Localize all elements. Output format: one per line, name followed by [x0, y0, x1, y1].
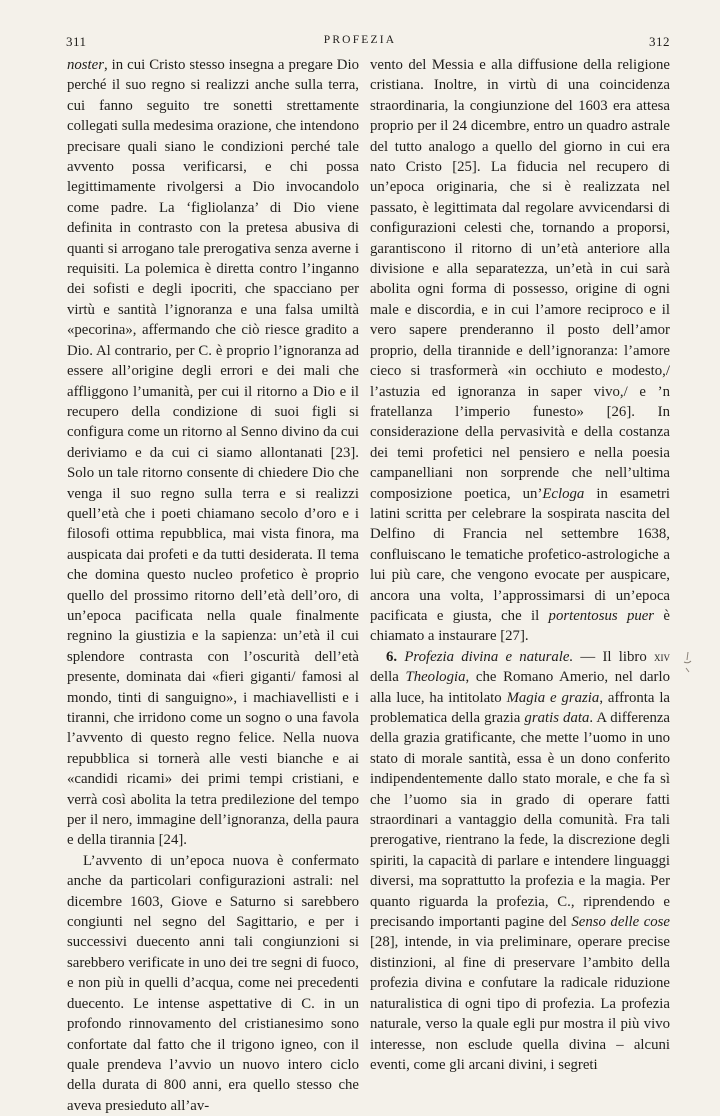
- paragraph-text: , in cui Cristo stesso insegna a pregare Dio perché il suo regno si realizzi anche sulla terra, cui fanno seguito tre sonetti strettamente collegati sulla medesima orazione, che intendono precisare quali siano le condizioni perché tale avvento possa verificarsi, e chi possa legittimamente rivolgersi a Dio invocandolo come padre. La ‘figliolanza’ di Dio viene definita in contrasto con la pretesa abusiva di quanti si arrogano tale prerogativa senza averne i requisiti. La polemica è diretta contro l’inganno dei sofisti e degli ipocriti, che spacciano per virtù e santità l’ignoranza e una falsa umiltà «pecorina», affermando che ciò riesce gradito a Dio. Al contrario, per C. è proprio l’ignoranza ad essere all’origine degli errori e dei mali che affliggono l’umanità, per cui il ritorno a Dio e il recupero della condizione di suoi figli si configura come un ritorno al Senno divino da cui deriviamo e da cui ci siamo allontanati [23]. Solo un tale ritorno consente di chiedere Dio che venga il suo regno sulla terra e si realizzi quell’età che i poeti chiamano secolo d’oro e i filosofi ottima repubblica, mai vista finora, ma auspicata dai profeti e da tutti desiderata. Il tema che domina questo nucleo profetico è proprio quello del prossimo ritorno dell’età dell’oro, di un’epoca pacificata nella quale finalmente regnino la giustizia e la sapienza: un’età il cui splendore contrasta con l’oscurità dell’età presente, dominata dai «fieri giganti/ famosi al mondo, tinti di sanguigno», i machiavellisti e i tiranni, che irridono come un sogno o una favola l’avvento di questo regno felice. Nella nuova repubblica si tornerà alle vesti bianche e ai «candidi ricami» dei primi tempi cristiani, e verrà così abolita la tetra predilezione del tempo per il nero, immagine dell’ignoranza, della paura e della tirannia [24].: [67, 57, 359, 849]
- paragraph-text: della: [370, 669, 406, 686]
- italic-term: noster: [67, 57, 104, 73]
- page-number-right: 312: [649, 34, 670, 49]
- italic-term: portentosus puer: [548, 607, 655, 624]
- paragraph-text: — Il libro: [573, 648, 654, 665]
- paragraph-text: [28], intende, in via preliminare, operare precise distinzioni, al fine di preservare l’ambito della profezia divina e confutare la radicale riduzione naturalistica di ogni tipo di profezia. La profezia naturale, verso la quale egli pur mostra il più vivo interesse, non esclude quella divina – alcuni eventi, come gli arcani divini, i segreti: [370, 934, 670, 1073]
- left-column: [67, 55, 359, 1116]
- italic-title: Senso delle cose: [571, 914, 670, 931]
- italic-term: gratis data: [524, 710, 590, 726]
- section-number: 6.: [386, 648, 398, 665]
- paragraph-text: vento del Messia e alla diffusione della religione cristiana. Inoltre, in virtù di una coincidenza straordinaria, la congiunzione del 1603 era attesa proprio per il 24 dicembre, entro un quadro astrale del tutto analogo a quello del giorno in cui era nato Cristo [25]. La fiducia nel recupero di un’epoca originaria, che si è realizzata nel passato, è legittimata dal regolare avvicendarsi di configurazioni celesti che, tornando a proporsi, garantiscono il ritorno di un’età anteriore alla divisione e alla separatezza, un’età in cui sarà abolita ogni forma di possesso, origine di ogni male e discordia, e in cui l’amore reciproco e il vero sapere prenderanno il posto dell’amor proprio, della tirannide e dell’ignoranza: l’amore cieco si trasformerà «in occhiuto e modesto,/ l’astuzia ed ignoranza in saper vivo,/ e ’n fratellanza l’imperio funesto» [26]. In considerazione della pervasività e della costanza dei temi profetici nel pensiero e nella poesia campanelliani non sorprende che nell’ultima composizione poetica, un’: [370, 57, 670, 502]
- section-heading: Profezia divina e naturale.: [404, 648, 574, 665]
- paragraph-text: , che Romano Amerio, nel darlo alla luce, ha intitolato: [370, 669, 670, 706]
- paragraph-text: . A differenza della grazia gratificante, che mette l’uomo in uno stato di morale santità, essa è un dono conferito indipendentemente dallo stato morale, e che fa sì che l’uomo sia in grado di operare fatti straordinari a vantaggio della comunità. Fra tali prerogative, rientrano la fede, la discrezione degli spiriti, la capacità di parlare e intendere linguaggi diversi, ma soprattutto la profezia e la magia. Per quanto riguarda la profezia, C., riprendendo e precisando importanti pagine del: [370, 710, 670, 931]
- running-title: PROFEZIA: [323, 34, 397, 46]
- paragraph-text: , affronta la problematica della grazia: [370, 689, 670, 726]
- paragraph: [370, 55, 670, 647]
- running-header: [0, 34, 720, 54]
- pencil-mark: [678, 650, 698, 676]
- italic-title: Theologia: [405, 669, 466, 686]
- right-column: [370, 55, 670, 1075]
- page-number-left: 311: [66, 34, 87, 49]
- roman-numeral: xiv: [654, 648, 670, 664]
- italic-title: Magia e grazia: [506, 689, 600, 706]
- paragraph-text: in esametri latini scritta per celebrare la sospirata nascita del Delfino di Francia nel settembre 1638, confluiscano le tematiche profetico-astrologiche a lui più care, che vengono evocate per auspicare, ancora una volta, l’approssimarsi di un’epoca pacificata e giusta, che il: [370, 485, 670, 624]
- italic-title: Ecloga: [542, 485, 585, 502]
- section-paragraph: [370, 647, 670, 1076]
- paragraph-text: è chiamato a instaurare [27].: [370, 607, 670, 645]
- paragraph: [67, 55, 359, 851]
- paragraph: L’avvento di un’epoca nuova è confermato anche da particolari configurazioni astrali: nel dicembre 1603, Giove e Saturno si sarebbero congiunti nel segno del Sagittario, e per i successivi duecento anni tali congiunzioni si sarebbero verificate in uno dei tre segni di fuoco, e non più in quelli d’acqua, come nei precedenti duecento. Le intense aspettative di C. in un profondo rinnovamento del cristianesimo sono confortate dal fatto che il trigono igneo, con il quale prendeva l’avvio un nuovo intero ciclo della durata di 800 anni, era quello stesso che aveva presieduto all’av-: [67, 852, 359, 1114]
